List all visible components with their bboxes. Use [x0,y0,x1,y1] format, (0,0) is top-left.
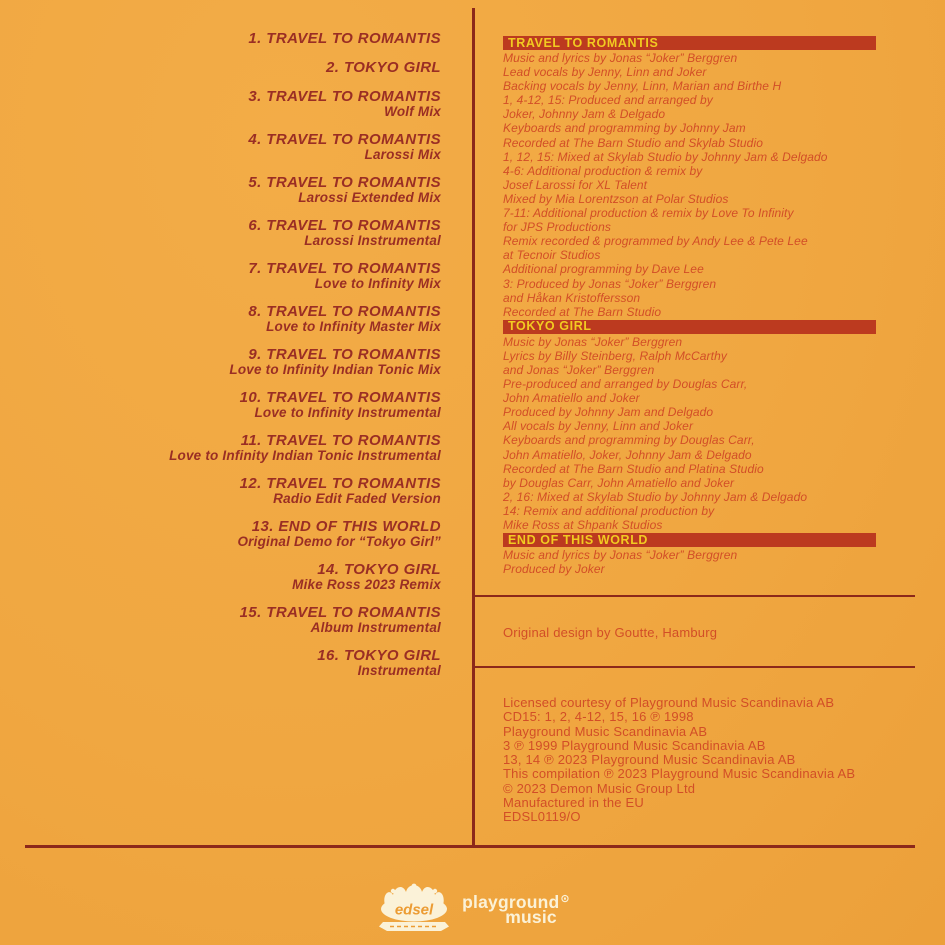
edsel-logo [375,882,453,932]
credits-header-label: TOKYO GIRL [508,318,592,334]
track-item [0,31,441,47]
credit-line: Music and lyrics by Jonas “Joker” Berggren [503,51,738,65]
track-subtitle: Original Demo for “Tokyo Girl” [237,534,441,549]
track-number: 16. [317,647,340,664]
credit-line: 4-6: Additional production & remix by [503,163,703,178]
track-title-line [0,31,441,47]
track-title: TRAVEL TO ROMANTIS [266,303,441,320]
track-number: 2. [326,59,340,76]
track-title: TRAVEL TO ROMANTIS [266,475,441,492]
credits-header-label: TRAVEL TO ROMANTIS [508,35,659,50]
credit-line: and Jonas “Joker” Berggren [503,362,655,377]
track-title-line [0,648,441,664]
credit-line: 1, 12, 15: Mixed at Skylab Studio by Johnny Jam & Delgado [503,149,828,164]
legal-line: Playground Music Scandinavia AB [503,723,708,739]
track-title-line [0,89,441,105]
track-item [0,304,441,334]
legal-line: Licensed courtesy of Playground Music Scandinavia AB [503,695,835,710]
credits-column [503,36,876,577]
track-title: END OF THIS WORLD [278,518,441,535]
credit-line: Lead vocals by Jenny, Linn and Joker [503,65,707,80]
track-number: 12. [239,475,262,492]
track-item [0,390,441,420]
track-subtitle: Radio Edit Faded Version [273,491,441,506]
playground-logo-line2: music [505,907,557,927]
credit-line: for JPS Productions [503,220,611,235]
track-title-line [0,605,441,621]
legal-block [503,696,855,825]
credit-line: Music by Jonas “Joker” Berggren [503,334,683,349]
credit-line: Joker, Johnny Jam & Delgado [503,107,666,122]
credit-line: John Amatiello and Joker [503,391,640,406]
credit-line: Pre-produced and arranged by Douglas Carr, [503,377,748,392]
track-number: 4. [248,131,262,148]
track-title-line [0,132,441,148]
logo-row [0,882,945,932]
track-item [0,605,441,635]
track-item [0,433,441,463]
track-number: 9. [248,346,262,363]
credit-line: Lyrics by Billy Steinberg, Ralph McCarthy [503,348,727,363]
credit-line: Recorded at The Barn Studio [503,304,662,319]
track-item [0,89,441,119]
track-title-line [0,261,441,277]
legal-line: 13, 14 ℗ 2023 Playground Music Scandinavia AB [503,752,796,768]
credit-line: and Håkan Kristoffersson [503,290,641,305]
track-number: 5. [248,174,262,191]
track-number: 13. [251,518,274,535]
credits-header-bar [503,36,876,50]
credit-line: Josef Larossi for XL Talent [503,177,648,192]
track-title: TOKYO GIRL [343,561,441,578]
playground-music-logo [462,892,570,925]
legal-line: 3 ℗ 1999 Playground Music Scandinavia AB [503,737,766,753]
design-credit-bottom-rule [474,666,915,668]
track-item [0,60,441,76]
track-item [0,476,441,506]
credit-line: Additional programming by Dave Lee [503,262,704,277]
track-subtitle: Album Instrumental [310,620,441,635]
track-item [0,519,441,549]
legal-line: CD15: 1, 2, 4-12, 15, 16 ℗ 1998 [503,709,694,725]
credit-line: Mixed by Mia Lorentzson at Polar Studios [503,191,729,206]
credit-line: 2, 16: Mixed at Skylab Studio by Johnny Jam & Delgado [503,489,808,504]
credits-header-label: END OF THIS WORLD [508,532,649,547]
credits-lines [503,547,876,577]
track-number: 11. [240,432,262,449]
track-title-line [0,562,441,578]
track-title-line [0,304,441,320]
credit-line: Remix recorded & programmed by Andy Lee & Pete Lee [503,234,808,249]
track-number: 10. [239,389,262,406]
track-item [0,218,441,248]
track-title-line [0,390,441,406]
track-title: TRAVEL TO ROMANTIS [266,174,441,191]
legal-line: This compilation ℗ 2023 Playground Music Scandinavia AB [503,766,856,782]
credit-line: Produced by Joker [503,562,605,577]
track-number: 8. [248,303,262,320]
design-credit: Original design by Goutte, Hamburg [503,625,718,640]
track-title-line [0,60,441,76]
legal-line: EDSL0119/O [503,809,581,825]
bottom-rule [25,845,915,848]
credit-line: Mike Ross at Shpank Studios [503,518,663,532]
track-subtitle: Instrumental [357,663,441,678]
track-subtitle: Larossi Extended Mix [298,190,441,205]
credits-lines [503,334,876,533]
track-title-line [0,519,441,535]
track-title-line [0,476,441,492]
track-subtitle: Love to Infinity Instrumental [254,405,441,420]
track-subtitle: Love to Infinity Mix [314,276,441,291]
credit-line: Keyboards and programming by Johnny Jam [503,121,746,136]
track-item [0,562,441,592]
credit-line: 14: Remix and additional production by [503,503,715,518]
credit-line: Keyboards and programming by Douglas Carr, [503,433,755,448]
playground-wordmark: playground [462,892,560,912]
track-title: TRAVEL TO ROMANTIS [266,432,441,449]
credit-line: Produced by Johnny Jam and Delgado [503,405,714,420]
track-title: TRAVEL TO ROMANTIS [266,260,441,277]
playground-circle-icon: ⊙ [560,893,570,905]
track-number: 1. [248,30,262,47]
track-title-line [0,347,441,363]
credits-lines [503,50,876,320]
credit-line: 3: Produced by Jonas “Joker” Berggren [503,276,717,291]
track-item [0,261,441,291]
credit-line: Recorded at The Barn Studio and Platina Studio [503,461,764,476]
track-title: TRAVEL TO ROMANTIS [266,30,441,47]
track-title-line [0,433,441,449]
track-subtitle: Wolf Mix [384,104,441,119]
track-subtitle: Larossi Mix [364,147,441,162]
track-number: 3. [248,88,262,105]
track-title-line [0,218,441,234]
credits-section [503,320,876,533]
credits-header-bar [503,320,876,334]
track-title: TOKYO GIRL [343,59,441,76]
credits-section [503,36,876,320]
vertical-divider [472,8,475,847]
track-title: TRAVEL TO ROMANTIS [266,389,441,406]
track-title: TRAVEL TO ROMANTIS [266,217,441,234]
track-subtitle: Love to Infinity Indian Tonic Mix [229,362,441,377]
design-credit-top-rule [474,595,915,597]
credit-line: All vocals by Jenny, Linn and Joker [503,419,694,434]
track-title: TRAVEL TO ROMANTIS [266,346,441,363]
track-list [0,31,441,691]
track-item [0,175,441,205]
track-item [0,347,441,377]
credit-line: at Tecnoir Studios [503,248,601,263]
track-item [0,648,441,678]
legal-line: © 2023 Demon Music Group Ltd [503,780,696,796]
track-subtitle: Love to Infinity Master Mix [266,319,441,334]
credits-section [503,533,876,577]
track-title: TRAVEL TO ROMANTIS [266,131,441,148]
credit-line: 1, 4-12, 15: Produced and arranged by [503,93,713,108]
track-subtitle: Love to Infinity Indian Tonic Instrumental [169,448,441,463]
track-title: TRAVEL TO ROMANTIS [266,604,441,621]
track-subtitle: Larossi Instrumental [304,233,441,248]
credits-header-bar [503,533,876,547]
track-item [0,132,441,162]
track-number: 14. [317,561,340,578]
credit-line: 7-11: Additional production & remix by Love To Infinity [503,206,794,221]
credit-line: Music and lyrics by Jonas “Joker” Berggren [503,548,738,563]
track-title: TRAVEL TO ROMANTIS [266,88,441,105]
edsel-crest-icon [375,882,453,932]
track-number: 15. [239,604,262,621]
track-title: TOKYO GIRL [343,647,441,664]
track-number: 6. [248,217,262,234]
track-number: 7. [248,260,262,277]
edsel-logo-text: edsel [394,901,434,919]
track-subtitle: Mike Ross 2023 Remix [292,577,441,592]
credit-line: John Amatiello, Joker, Johnny Jam & Delgado [503,447,752,462]
credit-line: by Douglas Carr, John Amatiello and Joker [503,475,735,490]
credit-line: Backing vocals by Jenny, Linn, Marian and Birthe H [503,79,782,94]
credit-line: Recorded at The Barn Studio and Skylab Studio [503,135,763,150]
track-title-line [0,175,441,191]
legal-line: Manufactured in the EU [503,795,644,811]
